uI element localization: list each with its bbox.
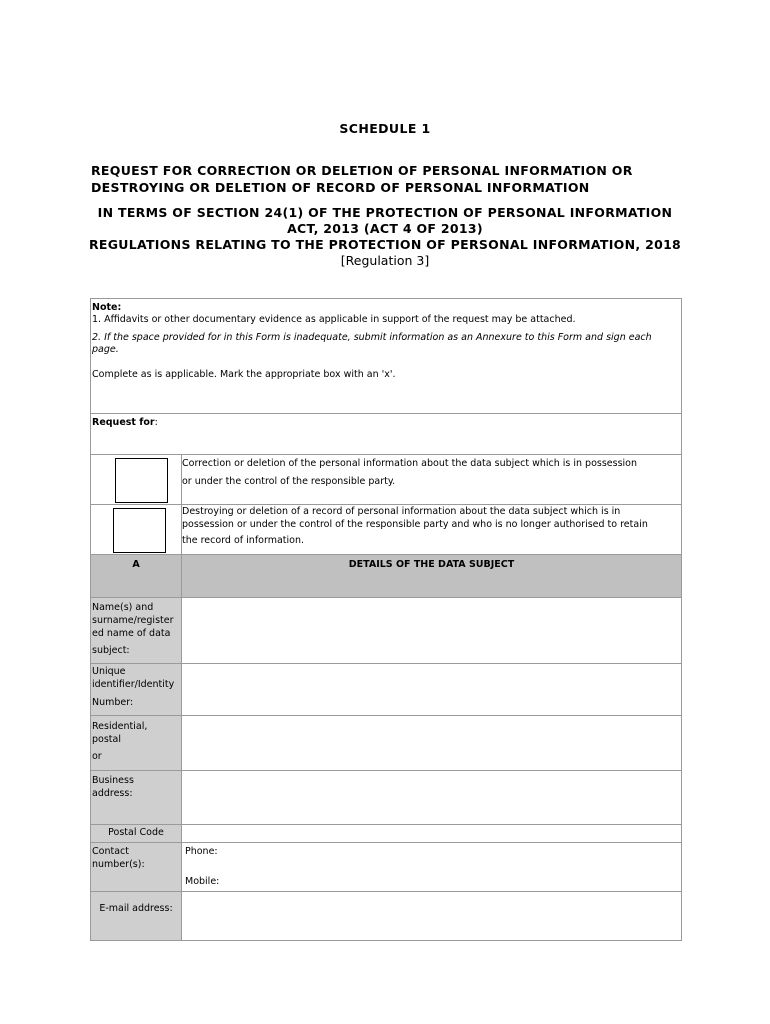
terms-line3: REGULATIONS RELATING TO THE PROTECTION OF PERSONAL INFORMATION, 2018	[88, 237, 682, 252]
option-destroy-line2: possession or under the control of the responsible party and who is no longer authorised to retain	[182, 519, 648, 530]
contact-label-line1: Contact	[92, 846, 129, 857]
residential-label-line1: Residential,	[92, 721, 148, 732]
note-item-1: 1. Affidavits or other documentary evidence as applicable in support of the request may be attached.	[92, 314, 576, 325]
option-destroy-checkbox[interactable]	[113, 508, 166, 553]
business-address-field[interactable]	[182, 771, 682, 825]
name-label-line3: ed name of data	[92, 628, 171, 639]
name-field[interactable]	[182, 598, 682, 664]
contact-label-line2: number(s):	[92, 859, 145, 870]
residential-label-line3: or	[92, 751, 102, 762]
request-for-section	[91, 414, 682, 455]
option-destroy-line1: Destroying or deletion of a record of personal information about the data subject which is in	[182, 506, 621, 517]
terms-line2: ACT, 2013 (ACT 4 OF 2013)	[287, 221, 483, 236]
name-label-line2: surname/register	[92, 615, 174, 626]
section-a-letter: A	[91, 555, 182, 598]
request-form-table	[90, 298, 682, 941]
note-complete-instruction: Complete as is applicable. Mark the appropriate box with an 'x'.	[92, 369, 396, 380]
email-label: E-mail address:	[91, 892, 182, 941]
option-destroy-line3: the record of information.	[182, 535, 305, 546]
identity-label-line3: Number:	[92, 697, 134, 708]
request-for-colon: :	[154, 417, 158, 428]
note-item-2: 2. If the space provided for in this Form is inadequate, submit information as an Annexure to this Form and sign each page.	[92, 332, 652, 355]
name-label-line1: Name(s) and	[92, 602, 154, 613]
request-title-line1: REQUEST FOR CORRECTION OR DELETION OF PERSONAL INFORMATION OR	[91, 163, 633, 178]
name-label-line4: subject:	[92, 645, 130, 656]
contact-label	[91, 843, 182, 892]
option-correction-line1: Correction or deletion of the personal information about the data subject which is in possession	[182, 458, 638, 469]
section-a-title: DETAILS OF THE DATA SUBJECT	[182, 555, 682, 598]
option-correction-text	[182, 455, 682, 505]
contact-field[interactable]	[182, 843, 682, 892]
identity-label	[91, 664, 182, 716]
name-label	[91, 598, 182, 664]
business-label	[91, 771, 182, 825]
email-field[interactable]	[182, 892, 682, 941]
identity-label-line1: Unique	[92, 666, 126, 677]
option-destroy-text	[182, 505, 682, 555]
residential-label	[91, 716, 182, 771]
option-correction-checkbox-cell	[91, 455, 182, 505]
terms-line1: IN TERMS OF SECTION 24(1) OF THE PROTECTION OF PERSONAL INFORMATION	[97, 205, 673, 220]
postal-code-label: Postal Code	[91, 825, 182, 843]
schedule-title: SCHEDULE 1	[339, 121, 431, 136]
option-correction-checkbox[interactable]	[115, 458, 168, 503]
phone-label: Phone:	[185, 846, 218, 857]
request-title-line2: DESTROYING OR DELETION OF RECORD OF PERSONAL INFORMATION	[91, 180, 590, 195]
option-correction-line2: or under the control of the responsible party.	[182, 476, 396, 487]
business-label-line1: Business	[92, 775, 134, 786]
request-for-label: Request for	[92, 417, 155, 428]
postal-code-field[interactable]	[182, 825, 682, 843]
identity-field[interactable]	[182, 664, 682, 716]
note-title: Note:	[92, 302, 122, 313]
business-label-line2: address:	[92, 788, 133, 799]
identity-label-line2: identifier/Identity	[92, 679, 175, 690]
residential-address-field[interactable]	[182, 716, 682, 771]
regulation-ref: [Regulation 3]	[340, 253, 430, 268]
residential-label-line2: postal	[92, 734, 121, 745]
option-destroy-checkbox-cell	[91, 505, 182, 555]
note-section	[91, 299, 682, 414]
mobile-label: Mobile:	[185, 876, 220, 887]
